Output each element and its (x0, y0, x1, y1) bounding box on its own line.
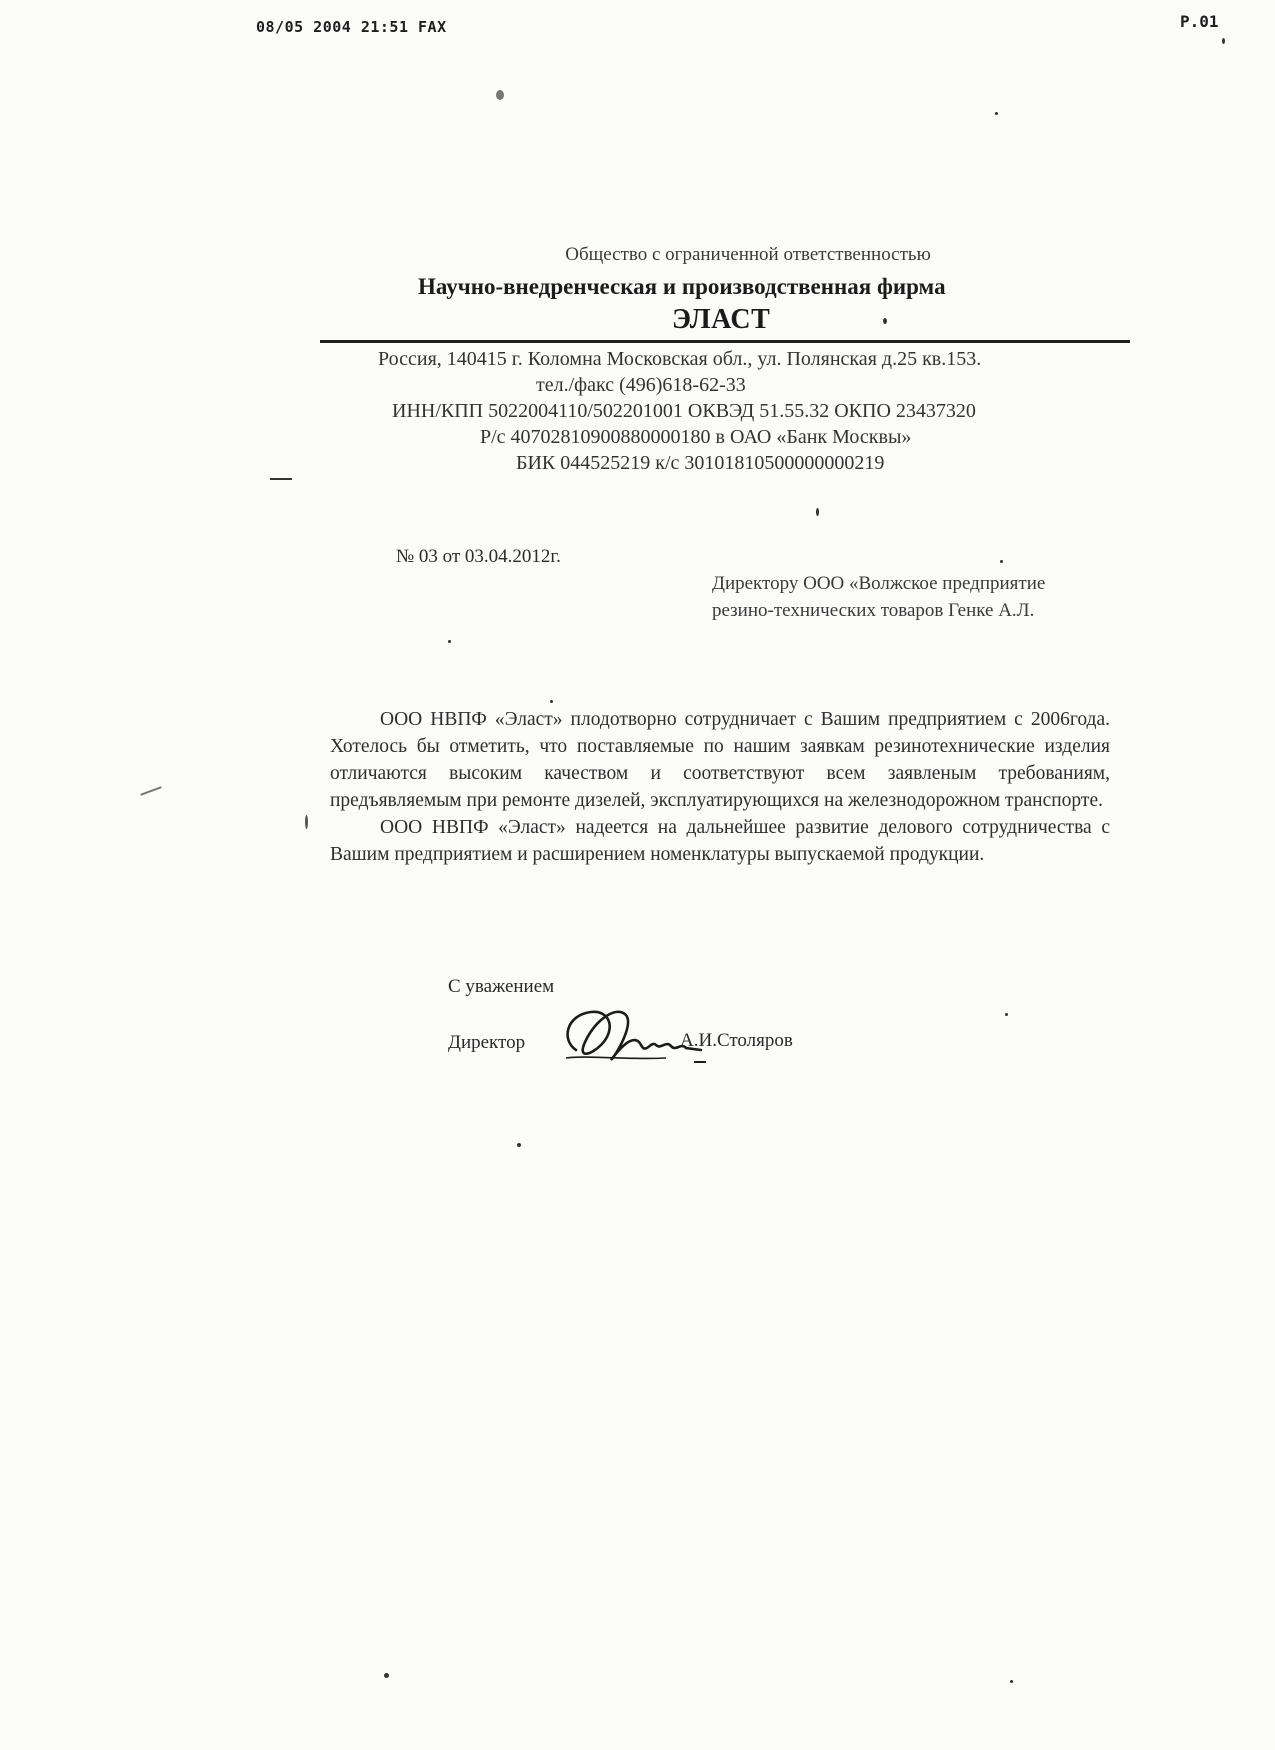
addressee: Директору ООО «Волжское предприятие резино-технических товаров Генке А.Л. (712, 573, 1046, 621)
body-paragraph: ООО НВПФ «Эласт» надеется на дальнейшее развитие делового сотрудничества с Вашим предприятием и расширением номенклатуры выпускаемой продукции. (330, 817, 1110, 865)
inn-line: ИНН/КПП 5022004110/502201001 ОКВЭД 51.55.32 ОКПО 23437320 (392, 400, 976, 422)
body-paragraph: ООО НВПФ «Эласт» плодотворно сотрудничает с Вашим предприятием с 2006года. Хотелось бы отметить, что поставляемые по нашим заявкам резинотехнические изделия отличаются высоким качеством и соответствуют всем заявленым требованиям, предъявляемым при ремонте дизелей, эксплуатирующихся на железнодорожном транспорте. (330, 709, 1110, 811)
scan-speck (517, 1143, 521, 1147)
scan-speck (496, 90, 504, 100)
scan-speck (1222, 38, 1225, 44)
scan-speck (305, 815, 308, 829)
scan-speck (1010, 1680, 1013, 1683)
signatory-name: А.И.Столяров (680, 1030, 793, 1051)
scan-speck (140, 786, 161, 795)
scan-speck (270, 478, 292, 480)
scan-speck (816, 508, 819, 516)
scan-speck (1005, 1013, 1008, 1016)
letter-reference: № 03 от 03.04.2012г. (396, 546, 561, 567)
scan-speck (550, 700, 553, 703)
scan-speck (883, 318, 887, 324)
scan-speck (384, 1673, 389, 1678)
firm-type: Научно-внедренческая и производственная фирма (418, 274, 946, 299)
letterhead-rule (320, 340, 1130, 343)
scan-speck (995, 112, 998, 115)
firm-name: ЭЛАСТ (672, 304, 771, 335)
address-line: Россия, 140415 г. Коломна Московская обл., ул. Полянская д.25 кв.153. (378, 348, 982, 370)
signatory-title: Директор (448, 1032, 526, 1053)
account-line: Р/с 40702810900880000180 в ОАО «Банк Москвы» (480, 426, 912, 448)
fax-header: 08/05 2004 21:51 FAX (256, 18, 447, 36)
phone-line: тел./факс (496)618-62-33 (536, 374, 746, 396)
bik-line: БИК 044525219 к/с 30101810500000000219 (516, 452, 885, 474)
fax-page-number: P.01 (1180, 12, 1219, 31)
org-form: Общество с ограниченной ответственностью (565, 244, 931, 265)
letter-body (330, 706, 1110, 868)
scan-speck (448, 640, 451, 643)
scan-speck (1000, 560, 1003, 563)
closing: С уважением (448, 976, 555, 997)
